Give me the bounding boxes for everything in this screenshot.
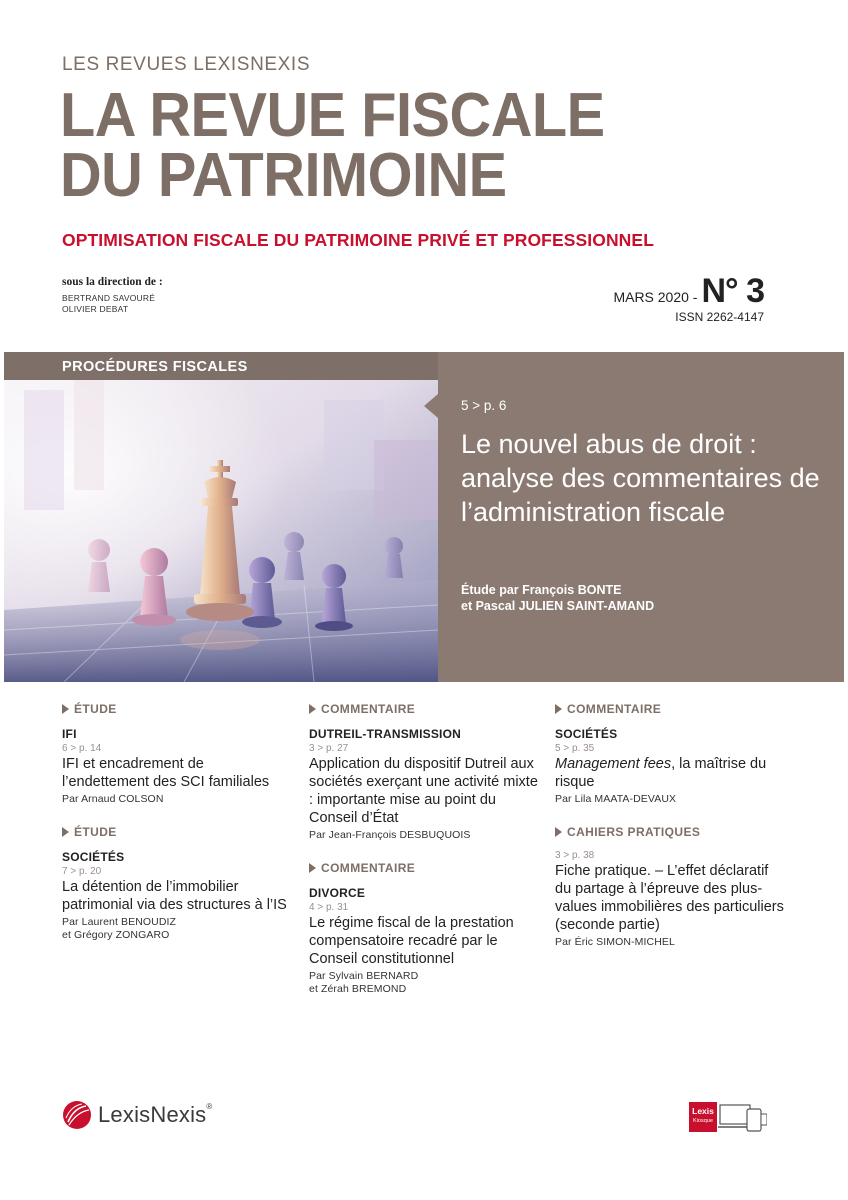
feature-section-label: PROCÉDURES FISCALES (4, 352, 438, 380)
triangle-right-icon (62, 704, 69, 714)
contents-column-1 (62, 700, 292, 959)
issue-number: N° 3 (701, 272, 764, 310)
article-page-ref: 3 > p. 27 (309, 743, 349, 754)
journal-title-line1: LA REVUE FISCALE (60, 81, 605, 150)
section-label: COMMENTAIRE (309, 700, 539, 718)
issn: ISSN 2262-4147 (675, 310, 764, 324)
article-entry[interactable] (309, 700, 539, 843)
publisher-logo[interactable] (62, 1100, 212, 1130)
direction-label: sous la direction de : (62, 276, 163, 288)
article-category: DUTREIL-TRANSMISSION (309, 727, 461, 741)
article-title[interactable]: Le régime fiscal de la prestation compensatoire recadré par le Conseil constitutionnel (309, 914, 514, 967)
article-title[interactable]: Management fees, la maîtrise du risque (555, 756, 767, 790)
journal-subtitle: OPTIMISATION FISCALE DU PATRIMOINE PRIVÉ ET PROFESSIONNEL (62, 230, 654, 250)
journal-title-line2: DU PATRIMOINE (60, 141, 507, 210)
article-title[interactable]: La détention de l’immobilier patrimonial via des structures à l’IS (62, 878, 287, 913)
series-name: LES REVUES LEXISNEXIS (62, 54, 311, 75)
article-entry[interactable] (555, 823, 785, 950)
article-page-ref: 4 > p. 31 (309, 901, 349, 913)
triangle-right-icon (62, 827, 69, 837)
issue-info (613, 272, 764, 311)
triangle-right-icon (309, 863, 316, 873)
article-author: Par Laurent BENOUDIZ et Grégory ZONGARO (62, 915, 177, 941)
issue-date: MARS 2020 - (613, 289, 698, 305)
panel-notch (424, 394, 438, 418)
article-page-ref: 7 > p. 20 (62, 865, 102, 877)
article-page-ref: 6 > p. 14 (62, 743, 102, 754)
feature-byline-line1: Étude par François BONTE (461, 583, 622, 597)
feature-byline (461, 582, 654, 614)
chess-pieces-image (4, 380, 438, 682)
lexisnexis-logo-icon (62, 1100, 92, 1130)
article-author: Par Sylvain BERNARD et Zérah BREMOND (309, 969, 419, 995)
article-title[interactable]: Application du dispositif Dutreil aux sociétés exerçant une activité mixte : importante mise au point du Conseil d’État (309, 756, 538, 826)
article-category: SOCIÉTÉS (555, 727, 618, 741)
article-page-ref: 5 > p. 35 (555, 743, 595, 754)
triangle-right-icon (555, 827, 562, 837)
contents-column-3 (555, 700, 785, 965)
article-author: Par Jean-François DESBUQUOIS (309, 829, 471, 841)
article-entry[interactable] (62, 823, 292, 943)
section-label: COMMENTAIRE (309, 859, 539, 877)
article-author: Par Lila MAATA-DEVAUX (555, 793, 677, 805)
article-author: Par Arnaud COLSON (62, 793, 164, 805)
article-page-ref: 3 > p. 38 (555, 849, 595, 861)
devices-icon (717, 1102, 767, 1132)
director-name: OLIVIER DEBAT (62, 304, 129, 314)
director-name: BERTRAND SAVOURÉ (62, 293, 156, 303)
lexis-kiosque-badge[interactable] (689, 1102, 767, 1132)
article-entry[interactable] (555, 700, 785, 807)
article-entry[interactable] (309, 859, 539, 997)
article-category: SOCIÉTÉS (62, 849, 125, 864)
section-label: COMMENTAIRE (555, 700, 785, 718)
section-label: ÉTUDE (62, 823, 292, 841)
contents-column-2 (309, 700, 539, 1013)
publisher-name: LexisNexis® (98, 1102, 213, 1127)
editorial-direction (62, 276, 163, 315)
section-label: ÉTUDE (62, 700, 292, 718)
triangle-right-icon (555, 704, 562, 714)
article-title[interactable]: Fiche pratique. – L’effet déclaratif du partage à l’épreuve des plus-values immobilières des particuliers (seconde partie) (555, 862, 784, 933)
article-author: Par Éric SIMON-MICHEL (555, 935, 675, 948)
triangle-right-icon (309, 704, 316, 714)
journal-title (60, 81, 605, 210)
kiosque-badge: Lexis Kiosque (689, 1102, 717, 1132)
feature-page-ref[interactable]: 5 > p. 6 (461, 398, 507, 413)
section-label: CAHIERS PRATIQUES (555, 823, 785, 841)
article-entry[interactable] (62, 700, 292, 807)
article-title[interactable]: IFI et encadrement de l’endettement des SCI familiales (62, 756, 270, 790)
article-category: DIVORCE (309, 885, 366, 900)
article-category: IFI (62, 727, 77, 741)
feature-byline-line2: et Pascal JULIEN SAINT-AMAND (461, 599, 655, 613)
feature-article-title[interactable]: Le nouvel abus de droit : analyse des commentaires de l’administration fiscale (461, 429, 820, 527)
